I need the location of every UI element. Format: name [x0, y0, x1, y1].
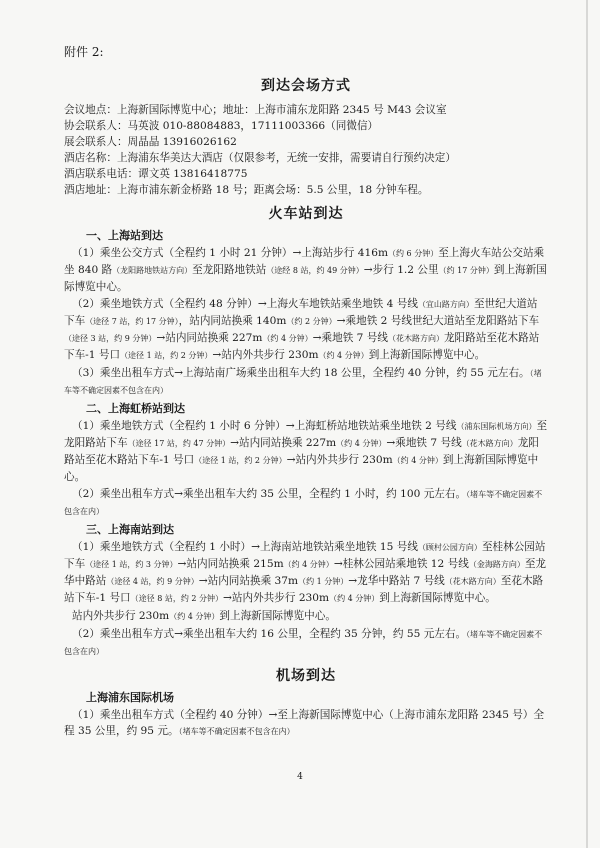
route-text: 至桂林公园站下车	[64, 541, 546, 570]
route-text: 龙阳路站至花木路站下车-1 号口	[64, 332, 540, 361]
route-item	[64, 296, 548, 364]
route-text: →站内外共步行 230m	[212, 349, 319, 361]
route-text: 龙阳路站至花木路站下车-1 号口	[64, 437, 539, 466]
route-text: （约 4 分钟）	[262, 334, 313, 343]
document-title: 到达会场方式	[261, 78, 351, 94]
route-text: →站内同站换乘 37m	[198, 575, 299, 587]
route-text: 至龙华中路站	[64, 558, 547, 587]
route-text: （途径 7 站，约 17 分钟）	[85, 317, 179, 326]
route-text: →站内外共步行 230m	[223, 592, 330, 604]
route-text: ，站内同站换乘 140m	[178, 315, 287, 327]
route-item	[64, 418, 548, 485]
route-text: （堵车等不确定因素不包含在内）	[64, 490, 543, 516]
route-text: （约 6 分钟）	[388, 249, 439, 258]
route-text: →乘地铁 7 号线	[386, 437, 462, 449]
route-text: →桂林公园站乘地铁 12 号线	[333, 558, 469, 570]
route-text: 至世纪大道站下车	[64, 298, 538, 327]
route-item	[64, 626, 548, 660]
route-text: 至花木路站下车-1 号口	[64, 575, 544, 604]
route-text: （1）乘坐出租车方式（全程约 40 分钟）→至上海新国际博览中心（上海市浦东龙阳路 2345 号）全程 35 公里，约 95 元。	[64, 709, 545, 737]
route-text: 到上海新国际博览中心。	[64, 454, 539, 483]
route-text: （花木路方向）	[444, 577, 501, 586]
info-line: 协会联系人：马英波 010-88084883，17111003366（同微信）	[64, 120, 379, 132]
route-text: →龙华中路站 7 号线	[348, 575, 445, 587]
route-text: （宜山路方向）	[417, 300, 474, 309]
info-line: 酒店联系电话：谭文英 13816418775	[64, 168, 248, 180]
route-item	[64, 486, 548, 520]
route-text: （途径 17 站，约 47 分钟）	[127, 439, 231, 448]
route-text: （堵车等不确定因素不包含在内）	[64, 369, 542, 395]
route-text: 至龙阳路地铁站	[192, 264, 267, 276]
airport-section-heading: 机场到达	[276, 668, 336, 684]
route-item	[64, 707, 548, 740]
route-text: →站内同站换乘 215m	[177, 558, 284, 570]
route-text: （约 4 分钟）	[336, 439, 387, 448]
route-text: （约 4 分钟）	[329, 594, 380, 603]
route-text: →乘地铁 7 号线	[312, 332, 388, 344]
route-text: （约 4 分钟）	[392, 456, 443, 465]
route-text: （1）乘坐地铁方式（全程约 1 小时 6 分钟）→上海虹桥站地铁站乘坐地铁 2 号线	[72, 420, 457, 432]
route-text: （约 1 分钟）	[298, 577, 349, 586]
route-text: （约 4 分钟）	[318, 351, 369, 360]
route-text: （花木路方向）	[461, 439, 518, 448]
route-text: （途径 1 站，约 2 分钟）	[120, 351, 213, 360]
scan-edge	[586, 0, 588, 848]
route-text: （途径 8 站，约 2 分钟）	[130, 594, 224, 603]
route-text: （花木路方向）	[387, 334, 444, 343]
info-line: 展会联系人：周晶晶 13916026162	[64, 136, 237, 148]
route-text: （约 4 分钟）	[283, 560, 334, 569]
route-text: 到上海新国际博览中心。	[368, 349, 486, 361]
route-text: （堵车等不确定因素不包含在内）	[64, 630, 543, 656]
route-text: 站内外共步行 230m	[72, 610, 170, 622]
route-text: （途径 3 站，约 9 分钟）	[64, 334, 157, 343]
annex-label: 附件 2:	[64, 45, 104, 59]
route-text: （2）乘坐出租车方式→乘坐出租车大约 16 公里，全程约 35 分钟，约 55 元左右。	[72, 628, 467, 640]
route-text: （途径 4 站，约 9 分钟）	[106, 577, 199, 586]
train-stations	[64, 228, 548, 660]
route-item	[72, 608, 548, 625]
route-text: →站内外共步行 230m	[286, 454, 393, 466]
route-text: （2）乘坐地铁方式（全程约 48 分钟）→上海火车地铁站乘坐地铁 4 号线	[72, 298, 418, 310]
station-heading: 二、上海虹桥站到达	[86, 402, 185, 415]
route-text: →站内同站换乘 227m	[156, 332, 263, 344]
route-text: （金海路方向）	[468, 560, 525, 569]
route-text: （龙阳路地铁站方向）	[112, 266, 193, 275]
route-text: （顾村公园方向）	[417, 543, 482, 552]
route-text: （堵车等不确定因素不包含在内）	[178, 727, 295, 736]
route-text: （1）乘坐地铁方式（全程约 1 小时）→上海南站地铁站乘坐地铁 15 号线	[72, 541, 418, 553]
airport-items	[64, 707, 548, 740]
train-section-heading: 火车站到达	[268, 206, 344, 222]
route-text: →乘地铁 2 号线世纪大道站至龙阳路站下车	[336, 315, 540, 327]
route-text: （约 2 分钟）	[286, 317, 337, 326]
info-line: 酒店名称：上海浦东华美达大酒店（仅限参考，无统一安排，需要请自行预约决定）	[64, 152, 456, 164]
route-text: （途经 8 站，约 49 分钟）	[266, 266, 364, 275]
route-text: （浦东国际机场方向）	[456, 422, 537, 431]
station-heading: 一、上海站到达	[86, 229, 163, 242]
route-text: （约 17 分钟）	[438, 266, 494, 275]
route-text: 到上海新国际博览中心。	[379, 592, 496, 604]
page-content	[64, 44, 548, 741]
route-text: 至上海火车站公交站乘坐 840 路	[64, 247, 545, 276]
route-text: 到上海新国际博览中心。	[64, 264, 547, 293]
route-text: →步行 1.2 公里	[363, 264, 439, 276]
route-text: （2）乘坐出租车方式→乘坐出租车大约 35 公里，全程约 1 小时，约 100 元左右。	[72, 488, 467, 500]
info-line: 会议地点：上海新国际博览中心；地址：上海市浦东龙阳路 2345 号 M43 会议室	[64, 104, 447, 116]
route-text: （3）乘坐出租车方式→上海站南广场乘坐出租车大约 18 公里，全程约 40 分钟，约 55 元左右。	[72, 367, 530, 379]
route-text: （途径 1 站，约 3 分钟）	[85, 560, 178, 569]
airport-name: 上海浦东国际机场	[86, 691, 174, 704]
route-item	[64, 539, 548, 607]
route-text: 至龙阳路站下车	[64, 420, 548, 449]
station-heading: 三、上海南站到达	[86, 523, 174, 536]
route-text: →站内同站换乘 227m	[230, 437, 337, 449]
route-text: （途径 1 站，约 2 分钟）	[194, 456, 287, 465]
meeting-info	[64, 102, 548, 198]
route-text: （约 4 分钟）	[169, 612, 220, 621]
route-item	[64, 245, 548, 295]
route-text: （1）乘坐公交方式（全程约 1 小时 21 分钟）→上海站步行 416m	[72, 247, 389, 259]
page-number: 4	[297, 772, 303, 782]
route-item	[64, 365, 548, 399]
route-text: 到上海新国际博览中心。	[219, 610, 336, 622]
info-line: 酒店地址：上海市浦东新金桥路 18 号；距离会场：5.5 公里，18 分钟车程。	[64, 184, 429, 196]
